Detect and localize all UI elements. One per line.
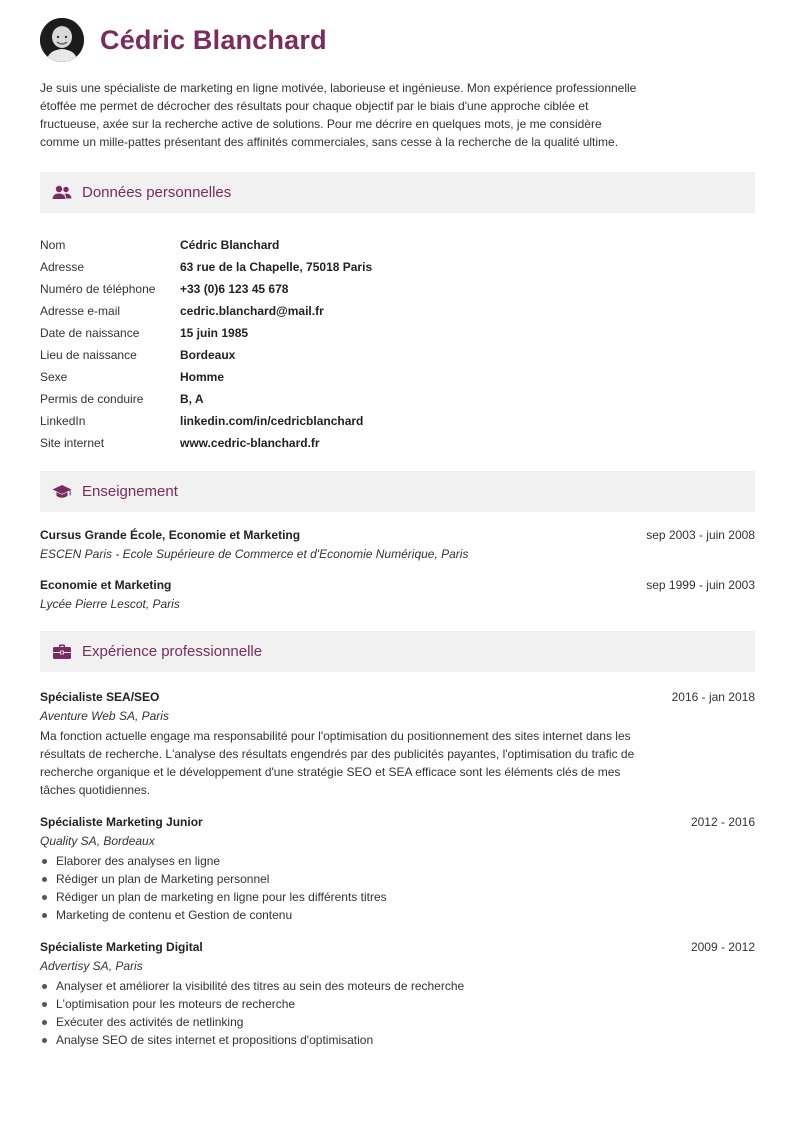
section-personal-data [40, 172, 755, 213]
entry-company: Quality SA, Bordeaux [40, 834, 155, 848]
personal-row [40, 344, 755, 366]
field-label: Permis de conduire [40, 392, 144, 406]
field-value: www.cedric-blanchard.fr [180, 436, 320, 450]
personal-row [40, 278, 755, 300]
entry-title: Spécialiste SEA/SEO [40, 690, 160, 704]
section-title: Enseignement [82, 483, 178, 500]
profile-summary: Je suis une spécialiste de marketing en ligne motivée, laborieuse et ingénieuse. Mon expérience professionnelle étoffée me permet de décrocher des résultats pour chaque objectif par le biais d'une approche ciblée et fructueuse, axée sur la recherche active de solutions. Pour me décrire en quelques mots, je me considère comme un mille-pattes présentant des affinités commerciales, sans cesse à la recherche de la qualité ultime. [40, 81, 637, 149]
entry-title: Spécialiste Marketing Digital [40, 940, 203, 954]
list-item: Rédiger un plan de Marketing personnel [40, 870, 755, 888]
personal-row [40, 366, 755, 388]
personal-row [40, 432, 755, 454]
entry-title: Economie et Marketing [40, 578, 172, 592]
entry-company: Advertisy SA, Paris [40, 959, 143, 973]
field-label: Nom [40, 238, 66, 252]
personal-row [40, 410, 755, 432]
personal-row [40, 256, 755, 278]
field-label: Sexe [40, 370, 68, 384]
field-value: 15 juin 1985 [180, 326, 249, 340]
field-label: Date de naissance [40, 326, 140, 340]
candidate-name: Cédric Blanchard [100, 24, 327, 55]
experience-entry [40, 938, 755, 1049]
personal-data-table [40, 234, 755, 454]
list-item: Marketing de contenu et Gestion de contenu [40, 906, 755, 924]
field-value: Homme [180, 370, 225, 384]
section-title: Données personnelles [82, 184, 232, 201]
list-item: Rédiger un plan de marketing en ligne pour les différents titres [40, 888, 755, 906]
list-item: Analyse SEO de sites internet et propositions d'optimisation [40, 1031, 755, 1049]
users-icon [52, 183, 72, 203]
experience-entry [40, 813, 755, 924]
field-label: Lieu de naissance [40, 348, 137, 362]
section-title: Expérience professionnelle [82, 643, 263, 660]
section-experience [40, 631, 755, 672]
experience-entry [40, 688, 755, 799]
briefcase-icon [52, 642, 72, 662]
personal-row [40, 322, 755, 344]
entry-title: Spécialiste Marketing Junior [40, 815, 203, 829]
field-label: Site internet [40, 436, 105, 450]
field-label: LinkedIn [40, 414, 86, 428]
section-education [40, 471, 755, 512]
entry-date: 2009 - 2012 [690, 940, 755, 954]
entry-company: Aventure Web SA, Paris [40, 709, 169, 723]
field-value: 63 rue de la Chapelle, 75018 Paris [180, 260, 373, 274]
entry-date: 2012 - 2016 [690, 815, 755, 829]
entry-institution: Lycée Pierre Lescot, Paris [40, 597, 180, 611]
entry-bullets [40, 852, 755, 924]
field-value: Bordeaux [180, 348, 236, 362]
field-value: linkedin.com/in/cedricblanchard [180, 414, 364, 428]
entry-date: 2016 - jan 2018 [671, 690, 755, 704]
personal-row [40, 234, 755, 256]
field-value: Cédric Blanchard [180, 238, 280, 252]
entry-bullets [40, 977, 755, 1049]
entry-date: sep 1999 - juin 2003 [646, 578, 755, 592]
entry-description: Ma fonction actuelle engage ma responsabilité pour l'optimisation du positionnement des sites internet dans les résultats de recherche. L'analyse des résultats engendrés par des publicités payantes, l'optimisation du trafic de recherche organique et le développement d'une stratégie SEO et SEA efficace sont les éléments clés de mes tâches quotidiennes. [40, 729, 635, 797]
list-item: Analyser et améliorer la visibilité des titres au sein des moteurs de recherche [40, 977, 755, 995]
entry-institution: ESCEN Paris - Ecole Supérieure de Commerce et d'Economie Numérique, Paris [40, 547, 469, 561]
cv-page [40, 18, 755, 1049]
graduation-cap-icon [52, 482, 72, 502]
avatar [40, 18, 84, 62]
field-label: Adresse e-mail [40, 304, 121, 318]
field-label: Adresse [40, 260, 85, 274]
field-value: +33 (0)6 123 45 678 [180, 282, 289, 296]
list-item: Elaborer des analyses en ligne [40, 852, 755, 870]
field-label: Numéro de téléphone [40, 282, 156, 296]
list-item: Exécuter des activités de netlinking [40, 1013, 755, 1031]
personal-row [40, 300, 755, 322]
personal-row [40, 388, 755, 410]
education-entry [40, 526, 755, 564]
field-value: cedric.blanchard@mail.fr [180, 304, 324, 318]
entry-date: sep 2003 - juin 2008 [646, 528, 755, 542]
list-item: L'optimisation pour les moteurs de recherche [40, 995, 755, 1013]
cv-header [40, 18, 755, 62]
field-value: B, A [180, 392, 204, 406]
education-entry [40, 576, 755, 614]
entry-title: Cursus Grande École, Economie et Marketing [40, 528, 301, 542]
